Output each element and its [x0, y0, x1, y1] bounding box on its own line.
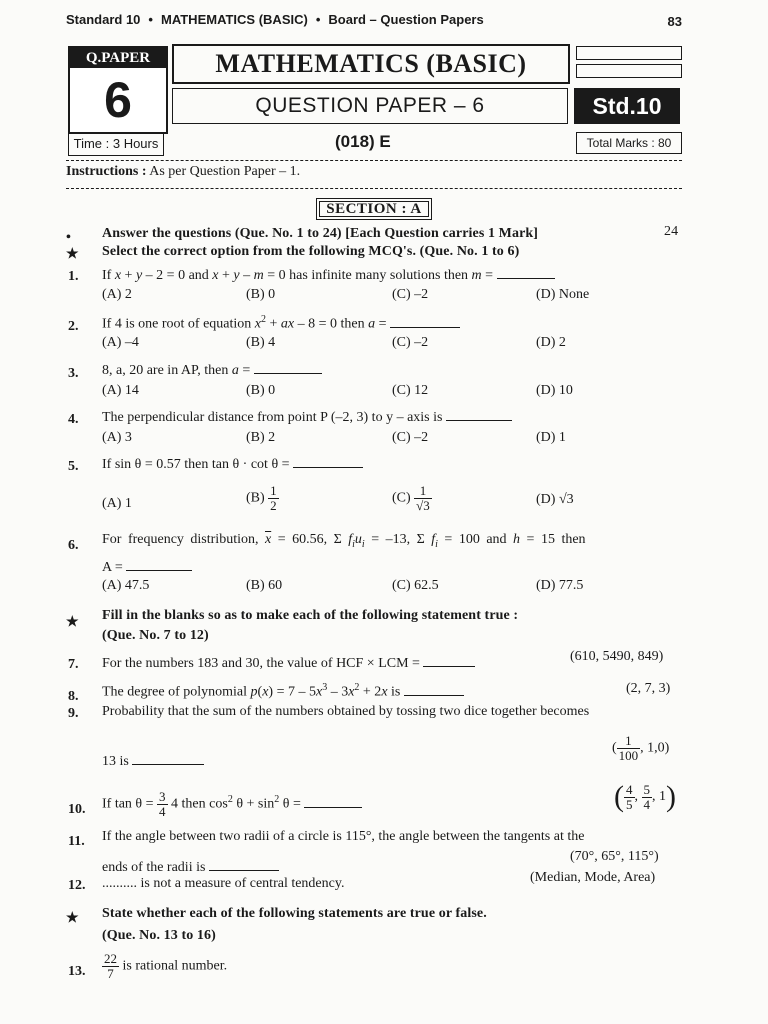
option: (D) 77.5	[536, 578, 584, 593]
question-text: If x + y – 2 = 0 and x + y – m = 0 has infinite many solutions then m =	[102, 266, 555, 284]
option: (A) 14	[102, 383, 139, 398]
question-number: 13.	[68, 964, 86, 979]
question-text-cont: A =	[102, 558, 192, 576]
option: (A) 47.5	[102, 578, 150, 593]
question-text: If the angle between two radii of a circle is 115°, the angle between the tangents at the	[102, 829, 585, 844]
paper-badge-label: Q.PAPER	[70, 48, 166, 68]
divider	[66, 160, 682, 161]
divider	[66, 188, 682, 189]
question-text-cont: 13 is	[102, 752, 204, 770]
option: (A) 3	[102, 430, 132, 445]
answer-hint: (Median, Mode, Area)	[530, 870, 656, 885]
bullet-icon: •	[66, 230, 71, 245]
time-label: Time : 3 Hours	[68, 132, 164, 156]
option: (B) 0	[246, 383, 276, 398]
answer-hint: (610, 5490, 849)	[570, 649, 664, 664]
answer-instruction: Answer the questions (Que. No. 1 to 24) [Each Question carries 1 Mark]	[102, 226, 539, 241]
question-number: 8.	[68, 689, 79, 704]
question-number: 3.	[68, 366, 79, 381]
option: (B) 2	[246, 430, 276, 445]
question-text: The degree of polynomial $p(x) = 7 - 5x^3 - 3x^2 + 2x$ is	[102, 682, 464, 701]
answer-hint: (2, 7, 3)	[626, 681, 671, 696]
option: (B) 0	[246, 287, 276, 302]
instructions	[66, 164, 300, 180]
option: (C) $\frac{1}{√3}$	[392, 483, 430, 513]
paper-badge	[68, 46, 168, 134]
option: (D) 10	[536, 383, 573, 398]
header-subject: MATHEMATICS (BASIC)	[160, 12, 308, 27]
option: (C) 12	[392, 383, 429, 398]
option: (B) 60	[246, 578, 283, 593]
paper-badge-number: 6	[104, 72, 132, 128]
question-number: 12.	[68, 878, 86, 893]
option: (C) –2	[392, 335, 429, 350]
question-text: For frequency distribution, $\overline{x} = 60.56$, Σ $f_iu_i = -13$, Σ $f_i = 100$ and h = 15 then	[102, 532, 586, 550]
fill-blanks-subheading: (Que. No. 7 to 12)	[102, 628, 209, 643]
question-text: For the numbers 183 and 30, the value of HCF × LCM =	[102, 654, 475, 672]
answer-hint: ( $\frac{4}{5}$ , $\frac{5}{4}$ , 1)	[614, 780, 676, 813]
question-number: 10.	[68, 802, 86, 817]
total-marks: Total Marks : 80	[576, 132, 682, 154]
blank-box	[576, 46, 682, 60]
question-number: 1.	[68, 269, 79, 284]
option: (C) –2	[392, 287, 429, 302]
question-number: 7.	[68, 657, 79, 672]
paper-code: (018) E	[335, 132, 391, 151]
question-number: 2.	[68, 319, 79, 334]
question-number: 11.	[68, 834, 85, 849]
question-text: .......... is not a measure of central tendency.	[102, 876, 345, 891]
question-paper-title: QUESTION PAPER – 6	[172, 88, 568, 124]
star-icon: ★	[66, 247, 79, 262]
running-header: Standard 10 • MATHEMATICS (BASIC) • Board – Question Papers	[66, 12, 484, 27]
option: (A) 1	[102, 496, 132, 511]
header-category: Board – Question Papers	[328, 12, 484, 27]
option: (A) 2	[102, 287, 132, 302]
section-marks: 24	[664, 224, 679, 239]
answer-hint: ( $\frac{1}{100}$ , 1,0)	[612, 733, 670, 763]
question-text: $\frac{22}{7}$ is rational number.	[104, 951, 228, 981]
std-badge: Std.10	[574, 88, 680, 124]
question-text: If tan θ = $\frac{3}{4}$ 4 then $\cos^2 \theta + \sin^2 \theta$ =	[102, 790, 362, 819]
option: (D) 1	[536, 430, 566, 445]
option: (B) $\frac{1}{2}$	[246, 483, 277, 513]
question-number: 9.	[68, 706, 79, 721]
question-text: 8, a, 20 are in AP, then a =	[102, 361, 322, 379]
question-number: 4.	[68, 412, 79, 427]
subject-title: MATHEMATICS (BASIC)	[172, 44, 570, 84]
question-text: If 4 is one root of equation $x^2$ + ax – 8 = 0 then a =	[102, 314, 460, 333]
true-false-heading: State whether each of the following statements are true or false.	[102, 906, 487, 921]
option: (B) 4	[246, 335, 276, 350]
instructions-text: As per Question Paper – 1.	[149, 164, 301, 179]
question-text: If sin θ = 0.57 then tan θ · cot θ =	[102, 455, 363, 473]
answer-hint: (70°, 65°, 115°)	[570, 849, 659, 864]
instructions-label: Instructions :	[66, 164, 147, 179]
option: (D) None	[536, 287, 590, 302]
question-number: 5.	[68, 459, 79, 474]
question-text: Probability that the sum of the numbers obtained by tossing two dice together becomes	[102, 704, 590, 719]
page-number: 83	[667, 14, 682, 29]
option: (C) 62.5	[392, 578, 439, 593]
true-false-subheading: (Que. No. 13 to 16)	[102, 928, 216, 943]
question-number: 6.	[68, 538, 79, 553]
question-text-cont: ends of the radii is	[102, 858, 279, 876]
option: (A) –4	[102, 335, 139, 350]
option: (D) √3	[536, 492, 574, 507]
header-standard: Standard 10	[66, 12, 141, 27]
fill-blanks-heading: Fill in the blanks so as to make each of the following statement true :	[102, 608, 519, 623]
option: (C) –2	[392, 430, 429, 445]
section-heading: SECTION : A	[316, 198, 432, 220]
mcq-heading: Select the correct option from the following MCQ's. (Que. No. 1 to 6)	[102, 244, 520, 259]
question-text: The perpendicular distance from point P (–2, 3) to y – axis is	[102, 408, 512, 426]
star-icon: ★	[66, 615, 79, 630]
blank-box	[576, 64, 682, 78]
option: (D) 2	[536, 335, 566, 350]
star-icon: ★	[66, 911, 79, 926]
